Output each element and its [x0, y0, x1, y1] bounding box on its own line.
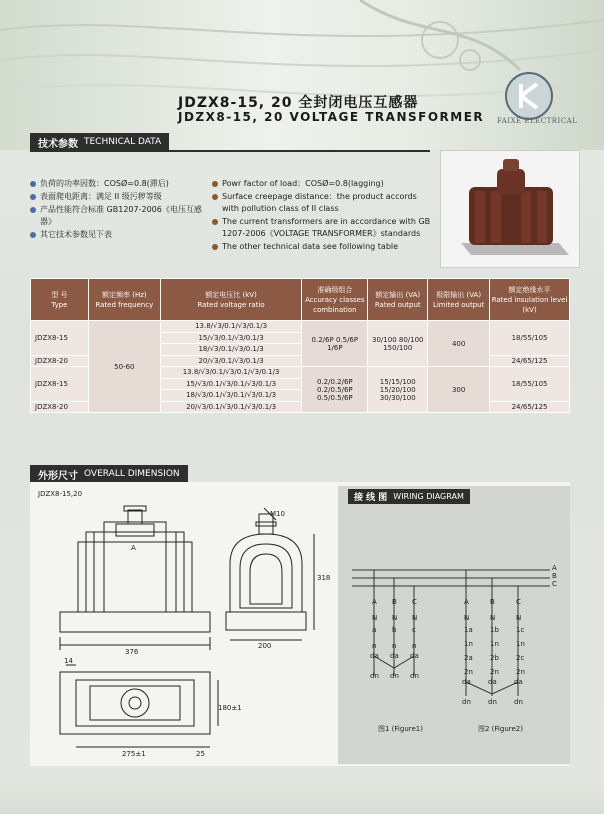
- technical-heading-en: TECHNICAL DATA: [84, 137, 162, 147]
- bullet-item: 负荷的功率因数：COSØ=0.8(滞后): [30, 178, 212, 190]
- model-label: JDZX8-15,20: [38, 490, 83, 498]
- spec-table: [30, 278, 570, 413]
- bullet-item: The current transformers are in accordance with GB 1207-2006《VOLTAGE TRANSFORMER》standards: [212, 216, 434, 240]
- bullet-item: Powr factor of load：COSØ=0.8(lagging): [212, 178, 434, 190]
- bullet-icon: [30, 207, 36, 213]
- table-row: 18/√3/0.1/√3/0.1/√3/0.1/3: [31, 390, 570, 402]
- page-title-cn: JDZX8-15, 20 全封闭电压互感器: [178, 95, 419, 111]
- divider: [30, 150, 430, 152]
- k-logo-icon: [513, 80, 545, 112]
- table-row: 15/√3/0.1/√3/0.1/3: [31, 332, 570, 344]
- page-title-en: JDZX8-15, 20 VOLTAGE TRANSFORMER: [178, 110, 485, 124]
- figure2-caption: 图2 (Figure2): [478, 725, 523, 733]
- table-row: JDZX8-15 13.8/√3/0.1/√3/0.1/√3/0.1/3 0.2/0.2/6P 0.2/0.5/6P 0.5/0.5/6P 15/15/100 15/20/100 30/30/100 300 18/55/105: [31, 367, 570, 379]
- offset-14: 14: [64, 657, 73, 665]
- bullet-icon: [212, 219, 218, 225]
- technical-heading-cn: 技术参数: [38, 138, 78, 150]
- dimension-heading-cn: 外形尺寸: [38, 470, 78, 482]
- company-logo: [505, 72, 553, 120]
- decorative-waves: [0, 0, 604, 150]
- dimension-drawing-svg: [30, 482, 330, 766]
- bullet-icon: [212, 244, 218, 250]
- wiring-heading-en: WIRING DIAGRAM: [393, 492, 464, 501]
- transformer-photo-icon: [441, 151, 579, 267]
- logo-text: FAIXE ELECTRICAL: [497, 117, 578, 125]
- bullet-icon: [30, 194, 36, 200]
- footer-strip: [0, 780, 604, 814]
- bullet-item: The other technical data see following table: [212, 241, 434, 253]
- table-row: JDZX8-20 20/√3/0.1/√3/0.1/√3/0.1/3 24/65/125: [31, 401, 570, 413]
- bullets-en: [212, 178, 434, 254]
- bullet-item: 其它技术参数见下表: [30, 229, 212, 241]
- bullet-item: 产品性能符合标准 GB1207-2006《电压互感器》: [30, 204, 212, 228]
- bullet-icon: [30, 181, 36, 187]
- table-header-row: 型 号 Type 额定频率 (Hz) Rated frequency 额定电压比 (kV) Rated voltage ratio 准确级组合 Accuracy classes combination 额定输出 (VA) Rated output 极限输出 (VA) Limited output 额定绝缘水平 Rated insulation level (kV): [31, 279, 570, 321]
- height-318: 318: [317, 574, 331, 582]
- bullet-item: 表面爬电距离：满足 II 级污秽等级: [30, 191, 212, 203]
- dimension-heading: [30, 465, 188, 483]
- depth-180: 180±1: [218, 704, 242, 712]
- table-row: 18/√3/0.1/√3/0.1/3: [31, 344, 570, 356]
- bullets-cn: [30, 178, 212, 242]
- offset-25: 25: [196, 750, 205, 758]
- bullet-icon: [30, 232, 36, 238]
- product-photo: [440, 150, 580, 268]
- wiring-lines-svg: [338, 486, 570, 764]
- bullet-icon: [212, 181, 218, 187]
- hero-banner: [0, 0, 604, 150]
- width-200: 200: [258, 642, 272, 650]
- wiring-heading-cn: 接 线 图: [354, 493, 388, 503]
- figure1-caption: 图1 (Figure1): [378, 725, 423, 733]
- technical-heading: [30, 133, 169, 151]
- table-row: JDZX8-15 50-60 13.8/√3/0.1/√3/0.1/3 0.2/6P 0.5/6P 1/6P 30/100 80/100 150/100 400 18/55/105: [31, 321, 570, 333]
- terminal-label: A: [131, 544, 136, 552]
- span-275: 275±1: [122, 750, 146, 758]
- thread-label: M10: [270, 510, 285, 518]
- bullet-item: Surface creepage distance：the product accords with pollution class of II class: [212, 191, 434, 215]
- wiring-panel: 接 线 图 WIRING DIAGRAM A B C A B C N N N a b c n n n da da da dn dn dn A B C N N N 1a 1b 1c 1n 1n 1n 2a 2b 2c 2n 2n 2n da da da dn dn dn 图1 (Figure1) 图2 (Figure2): [338, 486, 570, 764]
- width-376: 376: [125, 648, 139, 656]
- bullet-icon: [212, 194, 218, 200]
- table-row: 15/√3/0.1/√3/0.1/√3/0.1/3: [31, 378, 570, 390]
- table-row: JDZX8-20 20/√3/0.1/√3/0.1/3 24/65/125: [31, 355, 570, 367]
- dimension-heading-en: OVERALL DIMENSION: [84, 469, 180, 479]
